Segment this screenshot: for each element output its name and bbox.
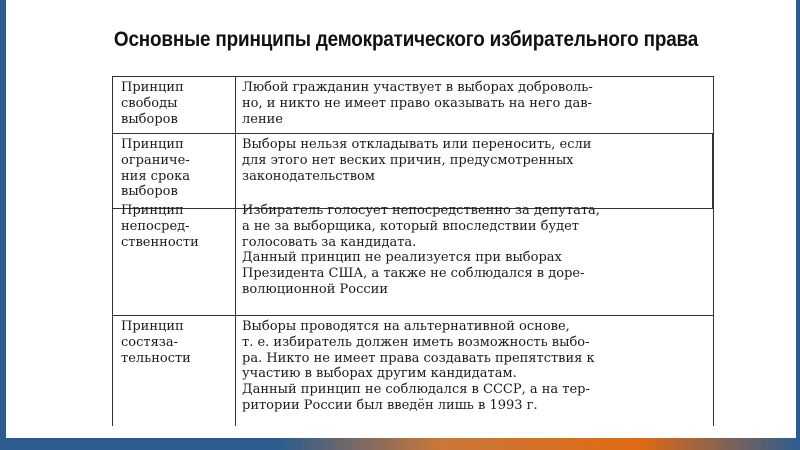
principle-name: Принцип свободы выборов: [112, 77, 236, 133]
slide-title: Основные принципы демократического избирательного права: [113, 28, 699, 51]
principle-description: Любой гражданин участвует в выборах доброволь- но, и никто не имеет право оказывать на него дав- ление: [236, 77, 714, 133]
table-row: [112, 203, 714, 315]
table-row: [112, 76, 714, 133]
table-row: [112, 133, 714, 209]
principle-name: Принцип непосред- ственности: [112, 203, 236, 315]
principle-description: Выборы проводятся на альтернативной основе, т. е. избиратель должен иметь возможность выбо- ра. Никто не имеет права создавать препятствия к участию в выборах другим кандидатам. Данный принцип не соблюдался в СССР, а на тер- ритории России был введён лишь в 1993 г.: [236, 316, 714, 426]
table-row: [112, 315, 714, 426]
principle-description: Выборы нельзя откладывать или переносить, если для этого нет веских причин, предусмотренных законодательством: [236, 134, 714, 208]
principles-table: [112, 76, 714, 426]
principle-description: Избиратель голосует непосредственно за депутата, а не за выборщика, который впоследствии будет голосовать за кандидата. Данный принцип не реализуется при выборах Президента США, а также не соблюдался в доре- волюционной России: [236, 203, 714, 315]
slide-canvas: [6, 0, 796, 438]
bottom-accent-bar: [0, 438, 800, 450]
principle-name: Принцип состяза- тельности: [112, 316, 236, 426]
principle-name: Принцип ограниче- ния срока выборов: [112, 134, 236, 208]
